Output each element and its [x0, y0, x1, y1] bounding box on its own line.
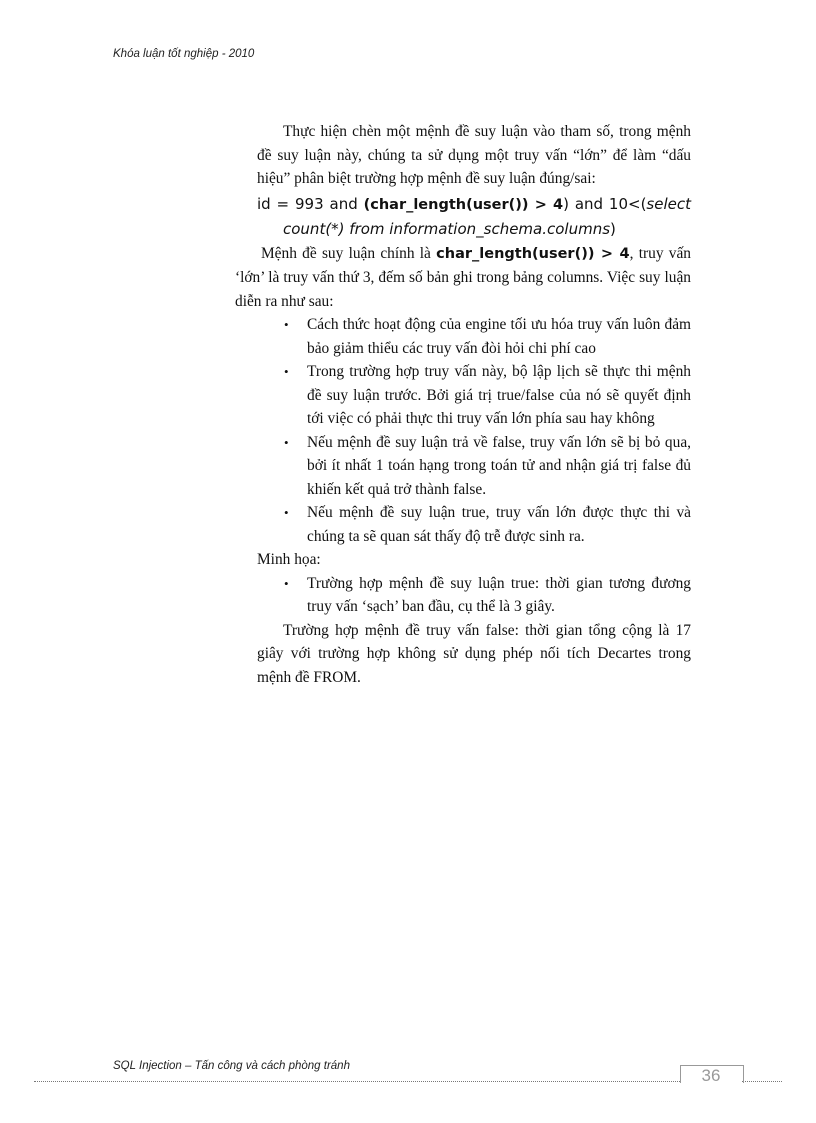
p2-after: , truy vấn ‘lớn’ là truy vấn thứ 3, đếm số bản ghi trong bảng columns. Việc suy luận diễn ra như sau: — [235, 244, 691, 310]
footer-divider — [34, 1081, 680, 1083]
p2-before: Mệnh đề suy luận chính là — [261, 244, 437, 262]
bullet-icon: • — [284, 317, 289, 332]
list-item-text: Cách thức hoạt động của engine tối ưu hóa truy vấn luôn đảm bảo giảm thiểu các truy vấn đòi hỏi chi phí cao — [307, 316, 691, 357]
bullet-icon: • — [284, 364, 289, 379]
bullet-list-reasoning — [257, 313, 691, 548]
page-footer: SQL Injection – Tấn công và cách phòng tránh — [113, 1060, 350, 1072]
paragraph-false-case: Trường hợp mệnh đề truy vấn false: thời gian tổng cộng là 17 giây với trường hợp không sử dụng phép nối tích Decartes trong mệnh đề FROM. — [257, 621, 691, 686]
bullet-list-illustration — [257, 572, 691, 619]
illustration-label: Minh họa: — [257, 551, 321, 568]
list-item-text: Trong trường hợp truy vấn này, bộ lập lịch sẽ thực thi mệnh đề suy luận trước. Bởi giá trị true/false của nó sẽ quyết định tới việc có phải thực thi truy vấn lớn phía sau hay không — [307, 363, 691, 427]
list-item — [284, 360, 691, 431]
code-bold-condition: (char_length(user()) > 4 — [363, 196, 564, 213]
paragraph-main-condition — [235, 242, 691, 314]
list-item — [284, 313, 691, 360]
list-item-text: Nếu mệnh đề suy luận trả về false, truy vấn lớn sẽ bị bỏ qua, bởi ít nhất 1 toán hạng trong toán tử and nhận giá trị false đủ khiến kết quả trở thành false. — [307, 433, 691, 498]
list-item — [284, 501, 691, 548]
p2-bold-condition: char_length(user()) > 4 — [436, 245, 630, 262]
document-body — [235, 120, 691, 689]
bullet-icon: • — [284, 575, 289, 591]
bullet-icon: • — [284, 505, 289, 520]
list-item-text: Trường hợp mệnh đề suy luận true: thời gian tương đương truy vấn ‘sạch’ ban đầu, cụ thể là 3 giây. — [307, 574, 691, 615]
paragraph-intro: Thực hiện chèn một mệnh đề suy luận vào tham số, trong mệnh đề suy luận này, chúng ta sử dụng một truy vấn “lớn” để làm “dấu hiệu” phân biệt trường hợp mệnh đề suy luận đúng/sai: — [257, 123, 691, 187]
code-italic-query: select count(*) from information_schema.columns — [283, 194, 691, 238]
list-item — [284, 572, 691, 619]
bullet-icon: • — [284, 434, 289, 450]
code-part-2: ) and 10<( — [563, 194, 647, 213]
list-item — [284, 431, 691, 502]
list-item-text: Nếu mệnh đề suy luận true, truy vấn lớn được thực thi và chúng ta sẽ quan sát thấy độ trễ được sinh ra. — [307, 504, 691, 545]
page-header: Khóa luận tốt nghiệp - 2010 — [113, 48, 255, 60]
code-example — [257, 192, 691, 241]
code-end: ) — [610, 219, 616, 238]
footer-divider-right — [742, 1081, 782, 1083]
page-number: 36 — [701, 1066, 721, 1085]
code-part-1: id = 993 and — [257, 194, 364, 213]
